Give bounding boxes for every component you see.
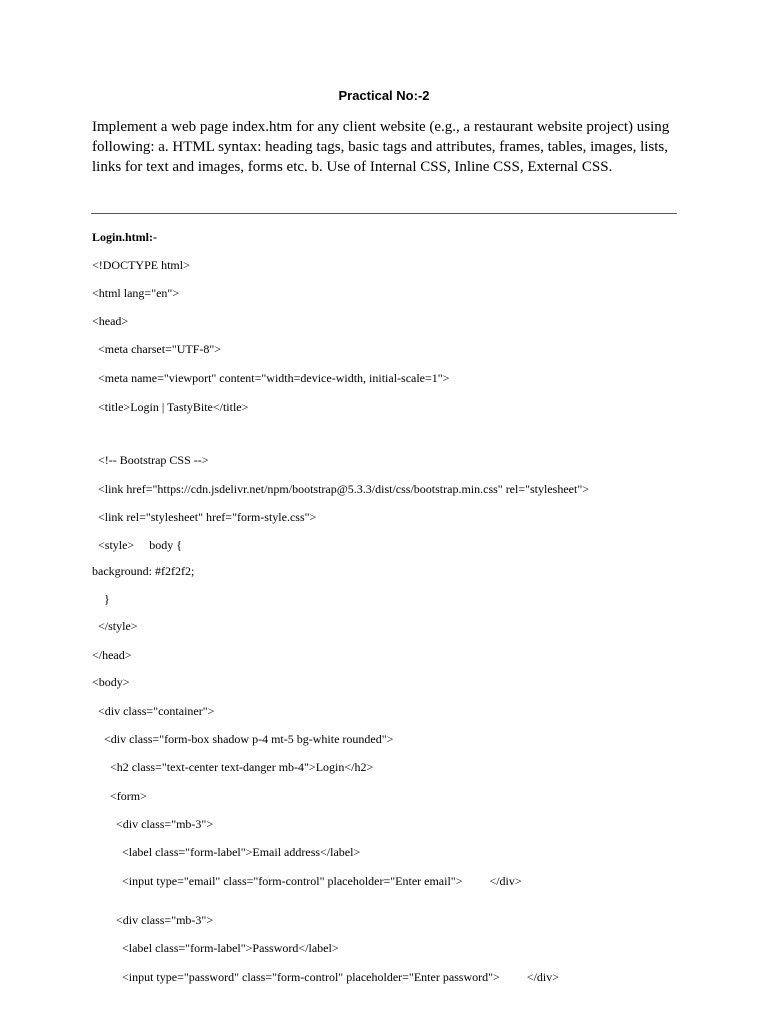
code-line: background: #f2f2f2; [92,564,195,578]
code-line: <style> body { [92,538,182,552]
divider [91,213,677,214]
code-line: <link href="https://cdn.jsdelivr.net/npm/bootstrap@5.3.3/dist/css/bootstrap.min.css" rel="stylesheet"> [92,482,589,496]
page-heading: Practical No:-2 [338,88,430,103]
code-line: </head> [92,648,132,662]
code-line: <!DOCTYPE html> [92,258,190,272]
intro-paragraph: Implement a web page index.htm for any client website (e.g., a restaurant website project) using following: a. HTML syntax: heading tags, basic tags and attributes, frames, tables, images, lists, links for text and images, forms etc. b. Use of Internal CSS, Inline CSS, External CSS. [92,119,670,175]
code-line: <link rel="stylesheet" href="form-style.css"> [92,510,317,524]
code-line: <label class="form-label">Password</label> [92,941,339,955]
code-line: <title>Login | TastyBite</title> [92,400,249,414]
code-line: <!-- Bootstrap CSS --> [92,453,209,467]
code-line: <input type="email" class="form-control" placeholder="Enter email"> </div> [92,874,522,888]
code-line: <label class="form-label">Email address</label> [92,845,361,859]
code-line: <meta charset="UTF-8"> [92,342,222,356]
code-line: <div class="container"> [92,704,215,718]
code-line: <div class="form-box shadow p-4 mt-5 bg-white rounded"> [92,732,394,746]
code-line: <input type="password" class="form-control" placeholder="Enter password"> </div> [92,970,560,984]
code-line: } [92,592,110,606]
code-line: <div class="mb-3"> [92,817,214,831]
code-line: <div class="mb-3"> [92,913,214,927]
file-title: Login.html:- [92,230,158,244]
code-line: <head> [92,314,129,328]
code-line: <h2 class="text-center text-danger mb-4">Login</h2> [92,760,374,774]
code-line: <meta name="viewport" content="width=device-width, initial-scale=1"> [92,371,450,385]
code-line: </style> [92,619,138,633]
code-line: <form> [92,789,147,803]
code-line: <html lang="en"> [92,286,180,300]
code-line: <body> [92,675,130,689]
